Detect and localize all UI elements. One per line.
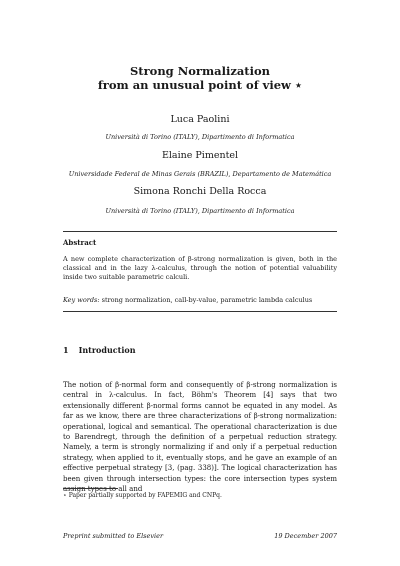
author-name-1: Luca Paolini — [170, 114, 230, 125]
title-footnote-mark: ⋆ — [290, 78, 303, 92]
abstract-top-rule — [63, 231, 337, 232]
keywords — [63, 296, 337, 304]
footnote-mark: ⋆ — [63, 492, 67, 499]
abstract-bottom-rule — [63, 311, 337, 312]
author-affiliation-2: Universidade Federal de Minas Gerais (BRAZIL), Departamento de Matemática — [68, 170, 332, 178]
paper-title-line-2-text: from an unusual point of view — [97, 78, 291, 92]
author-name-3: Simona Ronchi Della Rocca — [133, 186, 267, 197]
author-affiliation-1: Università di Torino (ITALY), Dipartimento di Informatica — [105, 133, 295, 141]
paper-title-line-2 — [0, 78, 400, 92]
keywords-text: strong normalization, call-by-value, parametric lambda calculus — [101, 296, 313, 304]
author-name-2: Elaine Pimentel — [161, 150, 239, 161]
preprint-note: Preprint submitted to Elsevier — [63, 532, 164, 540]
author-affiliation-3: Università di Torino (ITALY), Dipartimento di Informatica — [105, 207, 295, 215]
footnote — [63, 492, 222, 499]
abstract-heading: Abstract — [63, 238, 97, 247]
section-number: 1 — [63, 345, 69, 355]
introduction-paragraph: The notion of β-normal form and consequently of β-strong normalization is central in λ-calculus. In fact, Böhm's Theorem [4] says that two extensionally different β-normal forms cannot be equated in any model. As far as we know, there are three characterizations of β-strong normalization: operational, logical and semantical. The operational characterization is due to Barendregt, through the definition of a perpetual reduction strategy. Namely, a term is strongly normalizing if and only if a perpetual reduction strategy, when applied to it, eventually stops, and he gave an example of an effective perpetual strategy [3, (pag. 338)]. The logical characterization has been given through intersection types: the core intersection types system assign types to all and — [63, 381, 337, 494]
section-title: Introduction — [78, 345, 136, 355]
preprint-date: 19 December 2007 — [274, 532, 337, 540]
paper-title-line-1: Strong Normalization — [129, 64, 271, 78]
abstract-text: A new complete characterization of β-strong normalization is given, both in the classical and in the lazy λ-calculus, through the notion of potential valuability inside two suitable parametric calculi. — [63, 255, 337, 281]
footnote-rule — [63, 488, 118, 489]
section-heading — [63, 345, 136, 355]
footnote-text: Paper partially supported by FAPEMIG and CNPq. — [68, 492, 222, 499]
keywords-label: Key words: — [63, 296, 100, 304]
